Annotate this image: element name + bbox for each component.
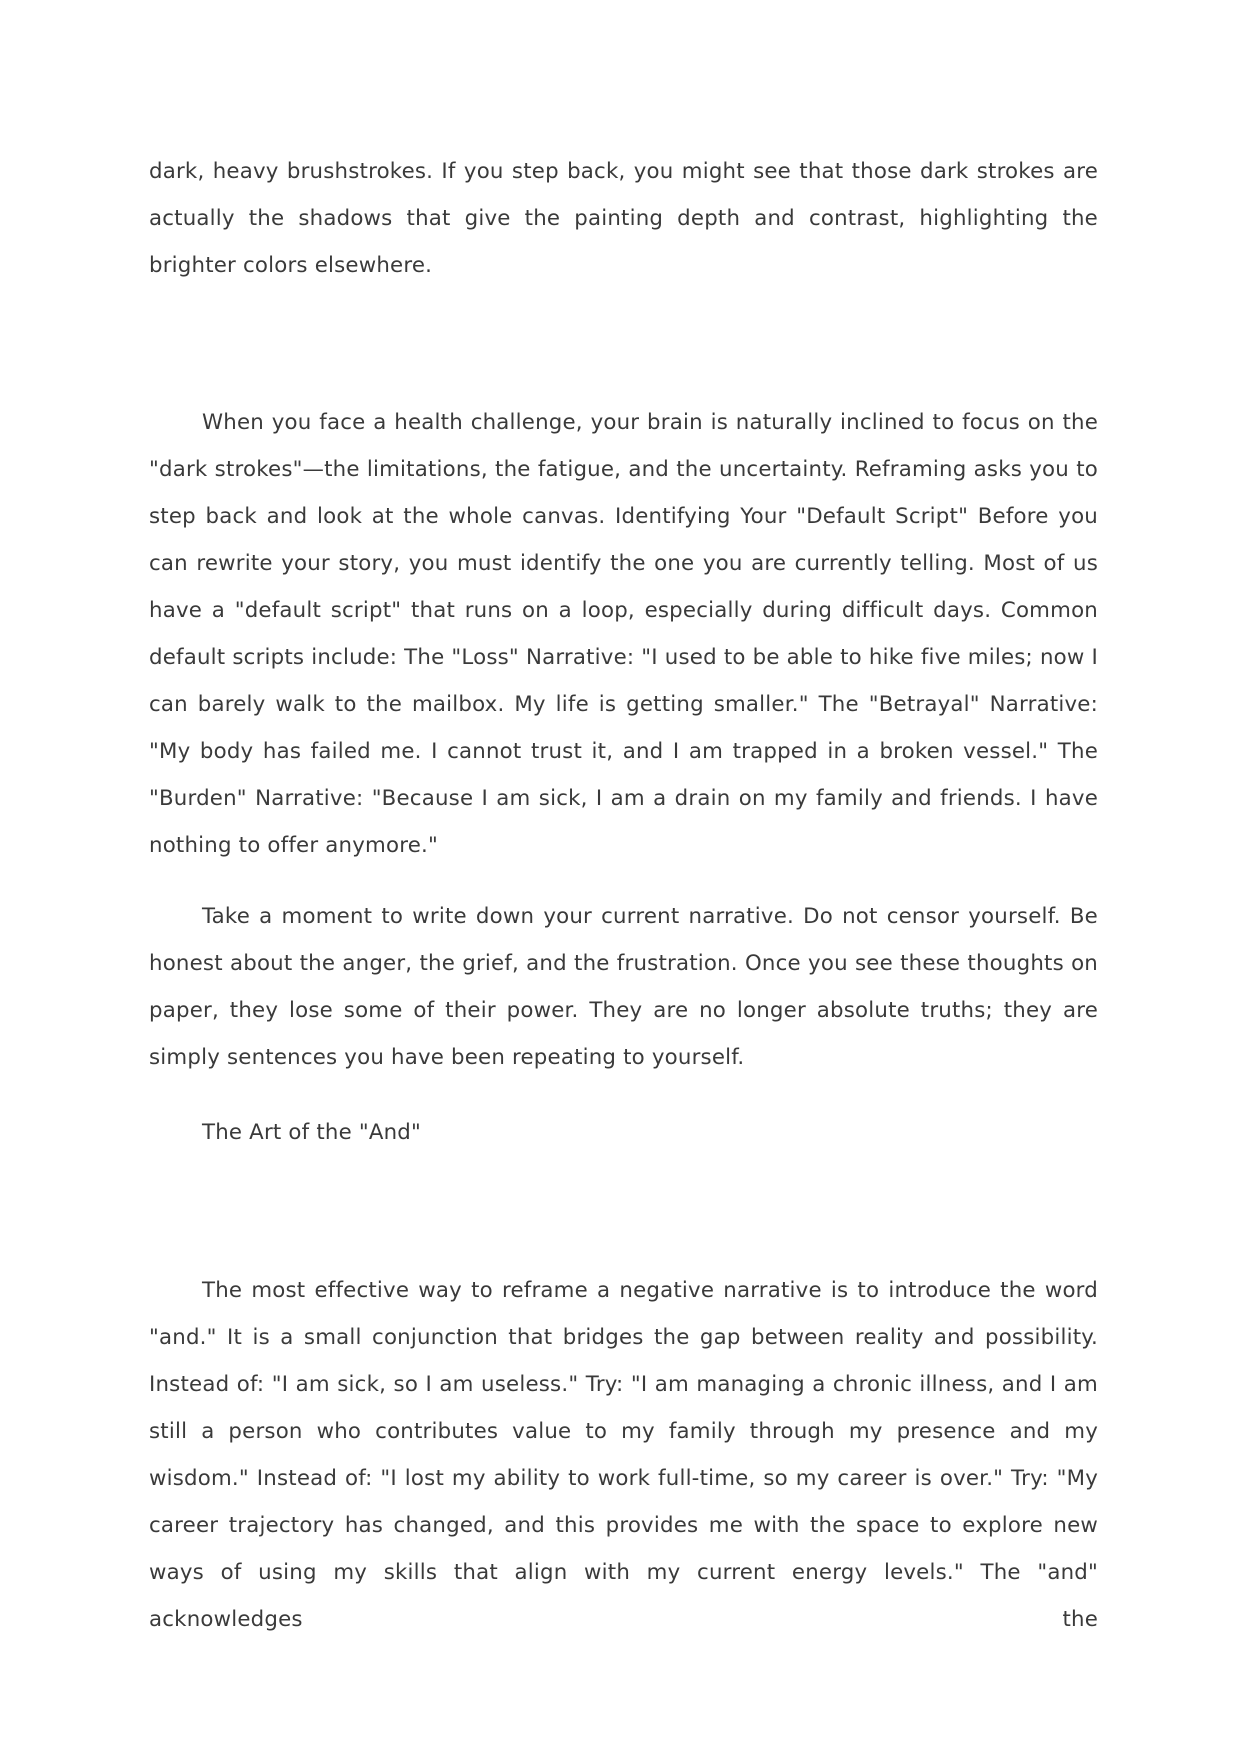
paragraph-art-of-and: The most effective way to reframe a negative narrative is to introduce the word "and." It is a small conjunction that bridges the gap between reality and possibility. Instead of: "I am sick, so I am useless." Try: "I am managing a chronic illness, and I am still a person who contributes value to my family through my presence and my wisdom." Instead of: "I lost my ability to work full-time, so my career is over." Try: "My career trajectory has changed, and this provides me with the space to explore new ways of using my skills that align with my current energy levels." The "and" acknowledges the [149, 1278, 1098, 1632]
paragraph-write-narrative: Take a moment to write down your current narrative. Do not censor yourself. Be honest about the anger, the grief, and the frustration. Once you see these thoughts on paper, they lose some of their power. They are no longer absolute truths; they are simply sentences you have been repeating to yourself. [149, 904, 1098, 1070]
paragraph-health-challenge: When you face a health challenge, your brain is naturally inclined to focus on the "dark strokes"—the limitations, the fatigue, and the uncertainty. Reframing asks you to step back and look at the whole canvas. Identifying Your "Default Script" Before you can rewrite your story, you must identify the one you are currently telling. Most of us have a "default script" that runs on a loop, especially during difficult days. Common default scripts include: The "Loss" Narrative: "I used to be able to hike five miles; now I can barely walk to the mailbox. My life is getting smaller." The "Betrayal" Narrative: "My body has failed me. I cannot trust it, and I am trapped in a broken vessel." The "Burden" Narrative: "Because I am sick, I am a drain on my family and friends. I have nothing to offer anymore." [149, 410, 1098, 858]
paragraph-continuation: dark, heavy brushstrokes. If you step back, you might see that those dark strokes are actually the shadows that give the painting depth and contrast, highlighting the brighter colors elsewhere. [149, 159, 1098, 278]
section-heading: The Art of the "And" [202, 1120, 422, 1145]
